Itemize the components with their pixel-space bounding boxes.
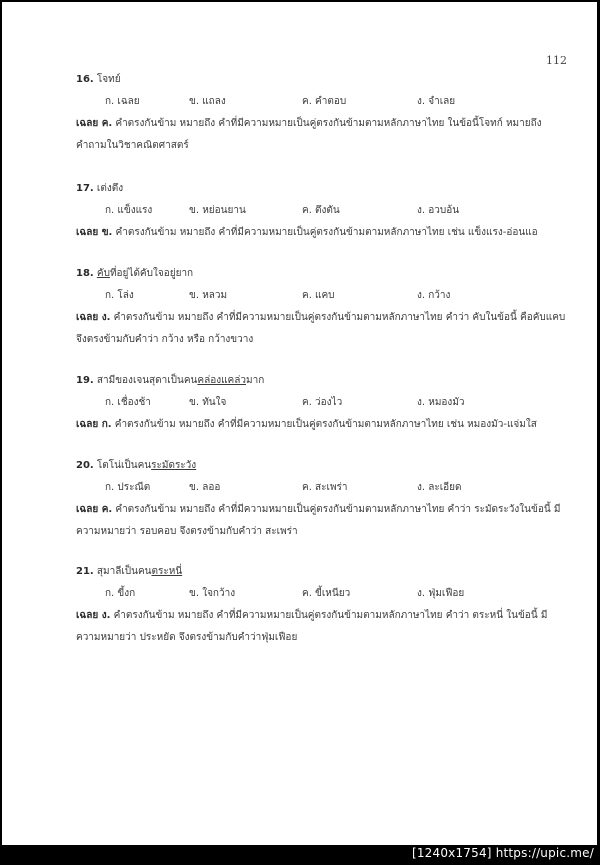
question-stem <box>97 566 182 577</box>
option-a: ก. โล่ง <box>105 290 134 301</box>
question-title <box>76 263 576 285</box>
stem-underlined-word: คล่องแคล่ว <box>197 375 246 386</box>
stem-text: เต่งตึง <box>96 183 124 194</box>
option-d: ง. อวบอ้น <box>417 205 460 216</box>
question-16 <box>76 69 576 157</box>
question-number: 17. <box>76 183 94 194</box>
stem-text: สามีของเจนสุดาเป็นคน <box>96 375 198 386</box>
question-title <box>76 178 576 200</box>
option-a: ก. ประณีต <box>105 482 151 493</box>
answer-label: เฉลย ข. <box>76 227 113 238</box>
question-number: 20. <box>76 460 94 471</box>
option-a: ก. เฉลย <box>105 96 140 107</box>
answer-text: คำตรงกันข้าม หมายถึง คำที่มีความหมายเป็นคู่ตรงกันข้ามตามหลักภาษาไทย คำว่า ตระหนี่ ในข้อนี้ มีความหมายว่า ประหยัด จึงตรงข้ามกับคำว่าฟุ่มเฟือย <box>76 610 548 643</box>
question-title <box>76 455 576 477</box>
option-d: ง. กว้าง <box>417 290 451 301</box>
stem-text-after: มาก <box>246 375 265 386</box>
option-c: ค. คำตอบ <box>302 96 347 107</box>
option-b: ข. ลออ <box>189 482 221 493</box>
option-b: ข. ทันใจ <box>189 397 227 408</box>
question-20 <box>76 455 576 543</box>
answer-label: เฉลย ง. <box>76 312 111 323</box>
page-number: 112 <box>546 54 567 67</box>
option-d: ง. จำเลย <box>417 96 456 107</box>
option-b: ข. หย่อนยาน <box>189 205 246 216</box>
answer-explanation <box>76 605 566 649</box>
question-title <box>76 561 576 583</box>
option-a: ก. ขี้งก <box>105 588 136 599</box>
question-stem <box>97 74 121 85</box>
option-c: ค. แคบ <box>302 290 335 301</box>
answer-explanation <box>76 307 566 351</box>
option-a: ก. แข็งแรง <box>105 205 153 216</box>
options-row <box>76 285 576 307</box>
option-c: ค. ขี้เหนียว <box>302 588 351 599</box>
question-stem <box>97 268 193 279</box>
question-number: 21. <box>76 566 94 577</box>
option-c: ค. ว่องไว <box>302 397 343 408</box>
footer-watermark-text: [1240x1754] https://upic.me/ <box>411 846 594 860</box>
option-c: ค. สะเพร่า <box>302 482 348 493</box>
question-18 <box>76 263 576 351</box>
question-stem <box>97 375 264 386</box>
stem-underlined-word: คับ <box>96 268 110 279</box>
image-host-footer <box>0 845 600 865</box>
answer-explanation <box>76 222 566 244</box>
document-page <box>2 2 597 845</box>
answer-text: คำตรงกันข้าม หมายถึง คำที่มีความหมายเป็นคู่ตรงกันข้ามตามหลักภาษาไทย คำว่า ระมัดระวังในข้อนี้ มีความหมายว่า รอบคอบ จึงตรงข้ามกับคำว่า สะเพร่า <box>76 504 561 537</box>
stem-text-after: ที่อยู่ได้คับใจอยู่ยาก <box>109 268 194 279</box>
question-number: 19. <box>76 375 94 386</box>
stem-underlined-word: ตระหนี่ <box>151 566 183 577</box>
answer-label: เฉลย ค. <box>76 118 113 129</box>
options-row <box>76 583 576 605</box>
question-title <box>76 370 576 392</box>
answer-explanation <box>76 113 566 157</box>
options-row <box>76 91 576 113</box>
answer-text: คำตรงกันข้าม หมายถึง คำที่มีความหมายเป็นคู่ตรงกันข้ามตามหลักภาษาไทย คำว่า คับในข้อนี้ คือคับแคบ จึงตรงข้ามกับคำว่า กว้าง หรือ กว้างขวาง <box>76 312 566 345</box>
options-row <box>76 200 576 222</box>
answer-text: คำตรงกันข้าม หมายถึง คำที่มีความหมายเป็นคู่ตรงกันข้ามตามหลักภาษาไทย เช่น หมองมัว-แจ่มใส <box>114 419 537 430</box>
answer-label: เฉลย ง. <box>76 610 111 621</box>
stem-text: สุมาลีเป็นคน <box>96 566 152 577</box>
options-row <box>76 477 576 499</box>
stem-text: โจทย์ <box>96 74 121 85</box>
question-number: 18. <box>76 268 94 279</box>
stem-text: โตโน่เป็นคน <box>96 460 152 471</box>
option-b: ข. ใจกว้าง <box>189 588 236 599</box>
option-d: ง. หมองมัว <box>417 397 465 408</box>
option-d: ง. ฟุ่มเฟือย <box>417 588 465 599</box>
answer-label: เฉลย ค. <box>76 504 113 515</box>
question-number: 16. <box>76 74 94 85</box>
options-row <box>76 392 576 414</box>
option-c: ค. ตึงตัน <box>302 205 340 216</box>
answer-explanation <box>76 499 566 543</box>
question-stem <box>97 460 196 471</box>
question-21 <box>76 561 576 649</box>
option-b: ข. หลวม <box>189 290 228 301</box>
answer-text: คำตรงกันข้าม หมายถึง คำที่มีความหมายเป็นคู่ตรงกันข้ามตามหลักภาษาไทย ในข้อนี้โจทก์ หมายถึง คำถามในวิชาคณิตศาสตร์ <box>76 118 542 151</box>
answer-text: คำตรงกันข้าม หมายถึง คำที่มีความหมายเป็นคู่ตรงกันข้ามตามหลักภาษาไทย เช่น แข็งแรง-อ่อนแอ <box>115 227 538 238</box>
option-d: ง. ละเอียด <box>417 482 462 493</box>
question-stem <box>97 183 123 194</box>
option-b: ข. แถลง <box>189 96 226 107</box>
stem-underlined-word: ระมัดระวัง <box>151 460 197 471</box>
question-title <box>76 69 576 91</box>
question-17 <box>76 178 576 244</box>
answer-explanation <box>76 414 566 436</box>
question-19 <box>76 370 576 436</box>
answer-label: เฉลย ก. <box>76 419 112 430</box>
option-a: ก. เชื่องช้า <box>105 397 151 408</box>
